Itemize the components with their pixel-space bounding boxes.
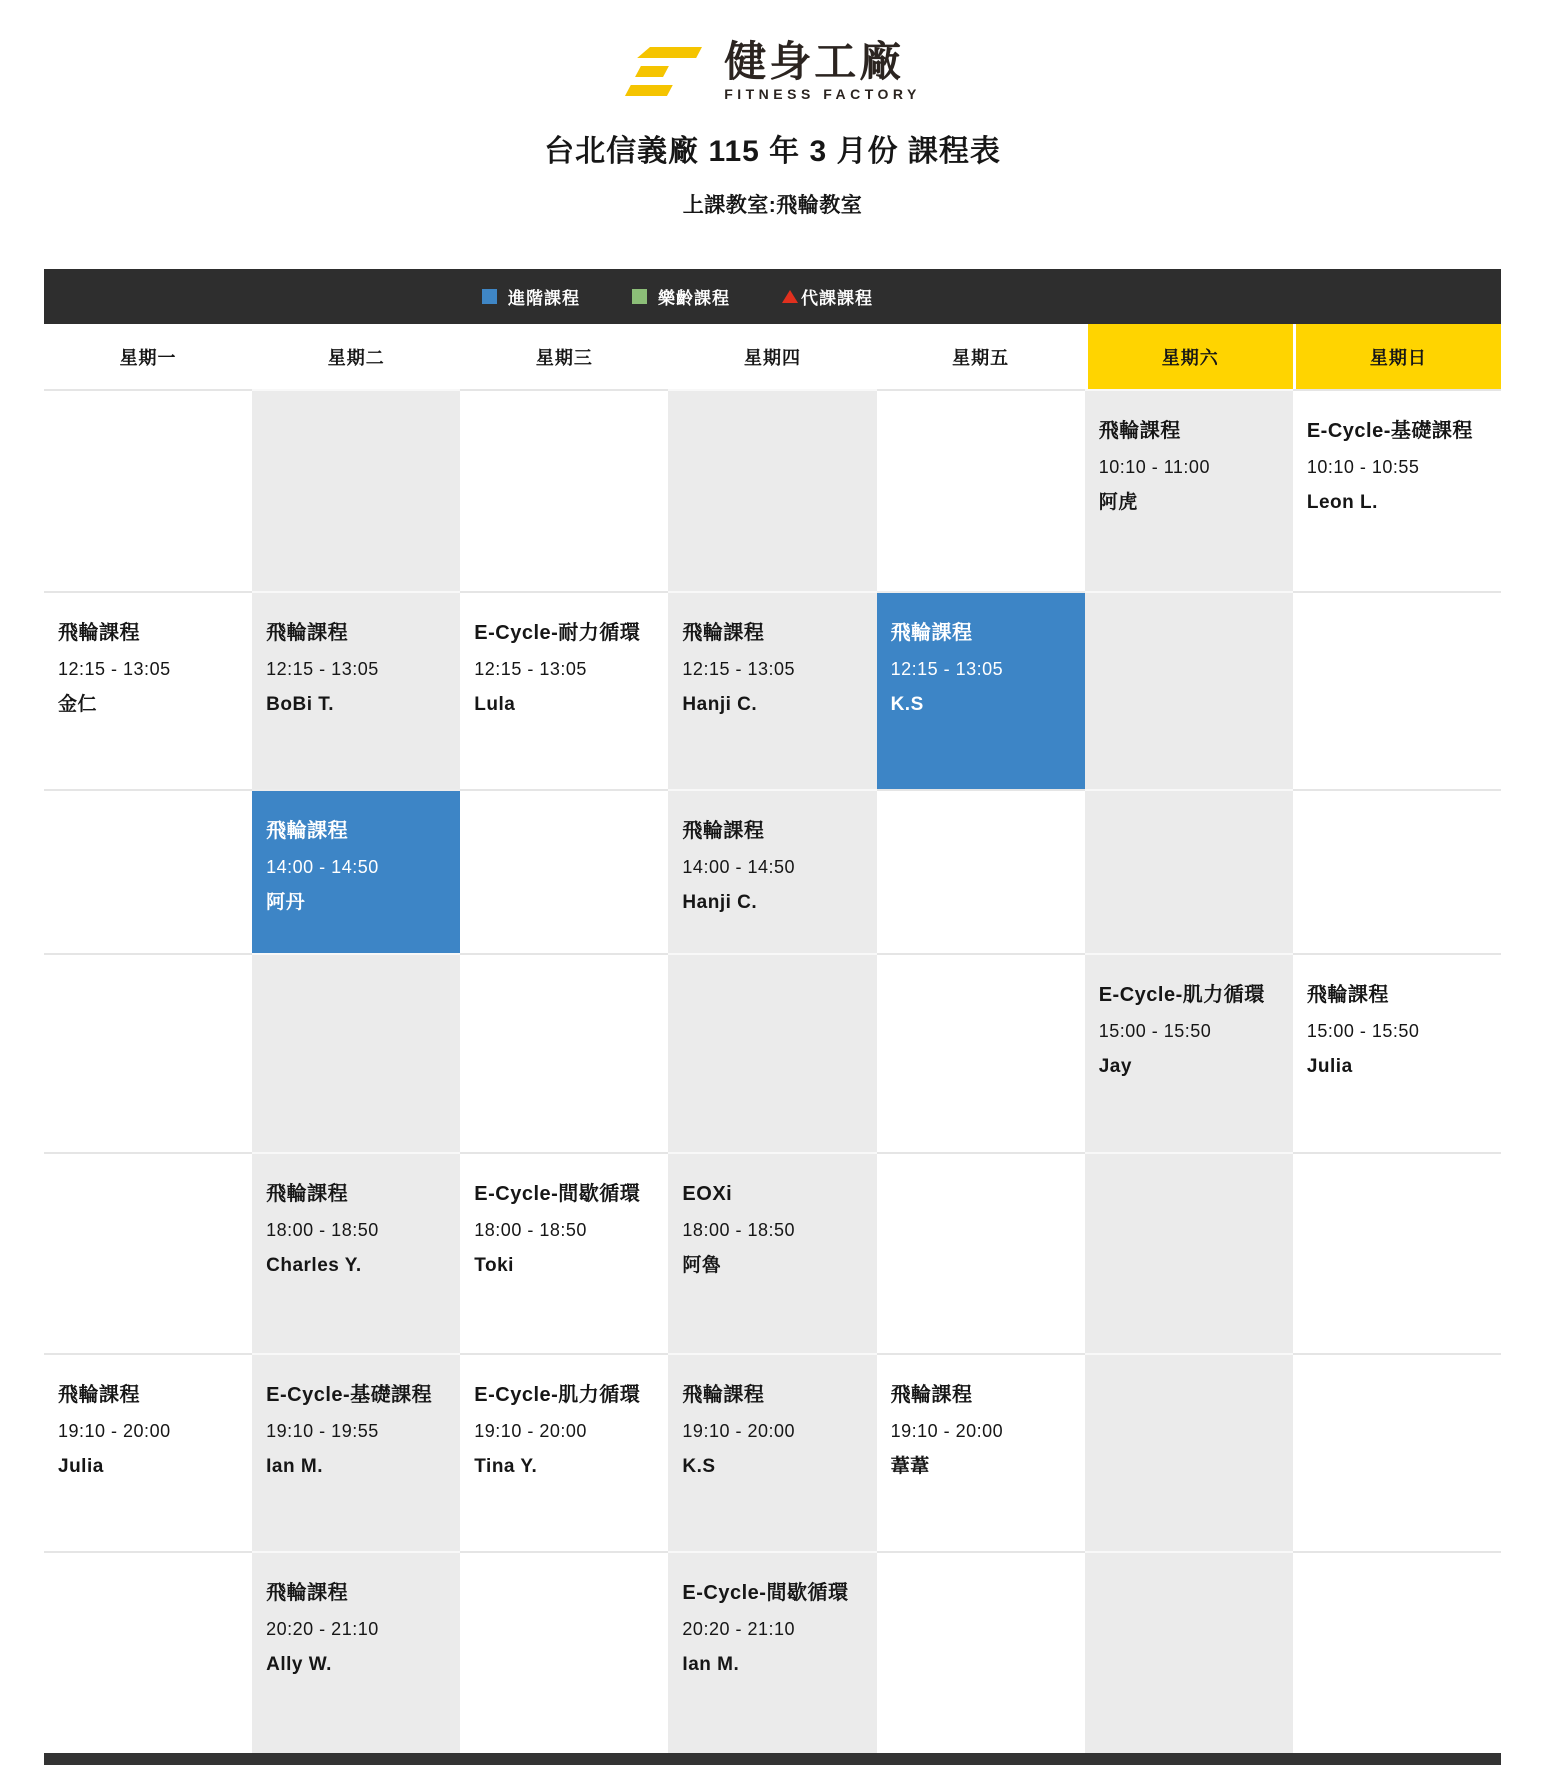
empty-cell — [877, 1551, 1085, 1753]
class-time: 12:15 - 13:05 — [474, 659, 587, 679]
legend-item — [782, 284, 873, 309]
legend-item-label: 進階課程 — [508, 289, 580, 308]
empty-cell — [877, 789, 1085, 953]
class-time: 15:00 - 15:50 — [1098, 1021, 1212, 1041]
class-instructor: Lula — [474, 694, 516, 715]
class-time: 12:15 - 13:05 — [682, 659, 796, 679]
class-time: 12:15 - 13:05 — [890, 659, 1004, 679]
class-title: 飛輪課程 — [266, 1183, 349, 1205]
class-time: 19:10 - 19:55 — [266, 1421, 379, 1441]
day-header-4: 星期四 — [743, 347, 801, 368]
class-instructor: Toki — [474, 1255, 514, 1276]
empty-cell — [1293, 1353, 1501, 1551]
schedule-row — [44, 953, 1501, 1152]
empty-cell — [460, 1551, 668, 1753]
page-subtitle: 上課教室:飛輪教室 — [682, 194, 863, 217]
legend-bar — [44, 269, 1501, 324]
class-time: 19:10 - 20:00 — [474, 1421, 587, 1441]
class-instructor: 葦葦 — [890, 1456, 930, 1477]
fitness-factory-logo — [44, 36, 1501, 106]
brand-name-en: FITNESS FACTORY — [724, 85, 921, 102]
class-title: E-Cycle-基礎課程 — [266, 1384, 433, 1406]
class-cell — [877, 591, 1085, 789]
empty-cell — [44, 1551, 252, 1753]
class-cell — [668, 1152, 876, 1353]
schedule-row — [44, 1353, 1501, 1551]
class-cell — [877, 1353, 1085, 1551]
class-cell — [252, 591, 460, 789]
legend-square-icon — [632, 289, 647, 304]
schedule-row — [44, 1152, 1501, 1353]
class-title: 飛輪課程 — [58, 1384, 140, 1406]
class-title: E-Cycle-肌力循環 — [1098, 984, 1265, 1006]
class-title: 飛輪課程 — [266, 1582, 349, 1604]
class-time: 19:10 - 20:00 — [682, 1421, 796, 1441]
class-instructor: Ian M. — [266, 1456, 323, 1477]
class-time: 20:20 - 21:10 — [266, 1619, 379, 1639]
class-title: E-Cycle-肌力循環 — [474, 1384, 641, 1406]
day-header-3: 星期三 — [535, 347, 593, 368]
class-cell — [668, 1551, 876, 1753]
logo-text — [724, 40, 921, 101]
day-header-row — [44, 324, 1501, 389]
class-instructor: Hanji C. — [682, 892, 758, 913]
day-header-5: 星期五 — [952, 347, 1010, 368]
class-instructor: 金仁 — [58, 694, 98, 715]
class-cell — [1293, 389, 1501, 591]
empty-cell — [1293, 591, 1501, 789]
class-time: 19:10 - 20:00 — [58, 1421, 171, 1441]
class-title: 飛輪課程 — [1098, 420, 1181, 442]
empty-cell — [252, 389, 460, 591]
class-title: 飛輪課程 — [890, 622, 973, 644]
class-time: 18:00 - 18:50 — [266, 1220, 379, 1240]
empty-cell — [877, 1152, 1085, 1353]
day-header-7: 星期日 — [1293, 324, 1501, 389]
class-cell — [44, 591, 252, 789]
class-instructor: Hanji C. — [682, 694, 758, 715]
class-cell — [668, 789, 876, 953]
schedule-row — [44, 591, 1501, 789]
class-instructor: Ian M. — [682, 1654, 740, 1675]
class-cell — [1293, 953, 1501, 1152]
class-instructor: K.S — [890, 694, 924, 715]
empty-cell — [44, 389, 252, 591]
empty-cell — [1085, 789, 1293, 953]
class-instructor: 阿虎 — [1098, 492, 1138, 513]
schedule-body — [44, 389, 1501, 1753]
class-cell — [252, 1353, 460, 1551]
class-time: 14:00 - 14:50 — [682, 857, 796, 877]
empty-cell — [252, 953, 460, 1152]
class-cell — [44, 1353, 252, 1551]
class-instructor: Tina Y. — [474, 1456, 538, 1477]
day-header-2: 星期二 — [327, 347, 385, 368]
class-time: 19:10 - 20:00 — [890, 1421, 1004, 1441]
class-instructor: Leon L. — [1306, 492, 1378, 513]
empty-cell — [44, 1152, 252, 1353]
class-time: 18:00 - 18:50 — [682, 1220, 796, 1240]
legend-items — [482, 284, 873, 309]
class-cell — [1085, 389, 1293, 591]
empty-cell — [460, 789, 668, 953]
class-cell — [460, 1152, 668, 1353]
class-instructor: Jay — [1098, 1056, 1132, 1077]
class-time: 18:00 - 18:50 — [474, 1220, 587, 1240]
class-instructor: Ally W. — [266, 1654, 332, 1675]
class-cell — [252, 1152, 460, 1353]
class-cell — [460, 1353, 668, 1551]
class-title: 飛輪課程 — [890, 1384, 973, 1406]
class-instructor: Julia — [1306, 1056, 1353, 1077]
legend-item — [482, 284, 580, 309]
fitness-factory-logo-icon — [624, 42, 710, 100]
legend-square-icon — [482, 289, 497, 304]
empty-cell — [1085, 591, 1293, 789]
class-time: 10:10 - 11:00 — [1098, 457, 1210, 477]
class-time: 10:10 - 10:55 — [1306, 457, 1420, 477]
class-instructor: K.S — [682, 1456, 716, 1477]
empty-cell — [1085, 1152, 1293, 1353]
class-title: 飛輪課程 — [266, 820, 349, 842]
empty-cell — [1085, 1353, 1293, 1551]
empty-cell — [877, 953, 1085, 1152]
class-time: 12:15 - 13:05 — [266, 659, 379, 679]
empty-cell — [1293, 1152, 1501, 1353]
bottom-bar — [44, 1753, 1501, 1765]
class-title: E-Cycle-基礎課程 — [1306, 420, 1473, 442]
class-title: EOXi — [682, 1183, 733, 1205]
class-instructor: Julia — [58, 1456, 104, 1477]
schedule-row — [44, 789, 1501, 953]
empty-cell — [668, 953, 876, 1152]
legend-item-label: 代課課程 — [801, 289, 873, 308]
day-header-1: 星期一 — [119, 347, 177, 368]
class-cell — [668, 591, 876, 789]
schedule-row — [44, 389, 1501, 591]
empty-cell — [460, 953, 668, 1152]
class-time: 12:15 - 13:05 — [58, 659, 171, 679]
day-header-6: 星期六 — [1085, 324, 1293, 389]
class-instructor: Charles Y. — [266, 1255, 362, 1276]
legend-item-label: 樂齡課程 — [658, 289, 730, 308]
empty-cell — [877, 389, 1085, 591]
class-time: 14:00 - 14:50 — [266, 857, 379, 877]
schedule-sheet — [44, 0, 1501, 1765]
class-time: 20:20 - 21:10 — [682, 1619, 796, 1639]
class-title: 飛輪課程 — [266, 622, 349, 644]
class-title: 飛輪課程 — [682, 820, 765, 842]
class-instructor: BoBi T. — [266, 694, 335, 715]
schedule-row — [44, 1551, 1501, 1753]
class-instructor: 阿魯 — [682, 1255, 722, 1276]
brand-name-zh: 健身工廠 — [724, 38, 905, 86]
class-cell — [252, 789, 460, 953]
empty-cell — [1085, 1551, 1293, 1753]
legend-triangle-icon — [782, 290, 798, 303]
class-cell — [460, 591, 668, 789]
class-title: 飛輪課程 — [682, 622, 765, 644]
class-title: E-Cycle-間歇循環 — [474, 1183, 641, 1205]
class-title: E-Cycle-耐力循環 — [474, 622, 641, 644]
class-title: 飛輪課程 — [1306, 984, 1389, 1006]
legend-item — [632, 284, 730, 309]
class-title: 飛輪課程 — [682, 1384, 765, 1406]
class-cell — [1085, 953, 1293, 1152]
empty-cell — [668, 389, 876, 591]
empty-cell — [1293, 789, 1501, 953]
class-time: 15:00 - 15:50 — [1306, 1021, 1420, 1041]
empty-cell — [460, 389, 668, 591]
empty-cell — [44, 953, 252, 1152]
page-title: 台北信義廠 115 年 3 月份 課程表 — [544, 135, 1001, 168]
class-title: 飛輪課程 — [58, 622, 140, 644]
empty-cell — [1293, 1551, 1501, 1753]
class-title: E-Cycle-間歇循環 — [682, 1582, 849, 1604]
class-cell — [252, 1551, 460, 1753]
class-cell — [668, 1353, 876, 1551]
empty-cell — [44, 789, 252, 953]
class-instructor: 阿丹 — [266, 892, 306, 913]
